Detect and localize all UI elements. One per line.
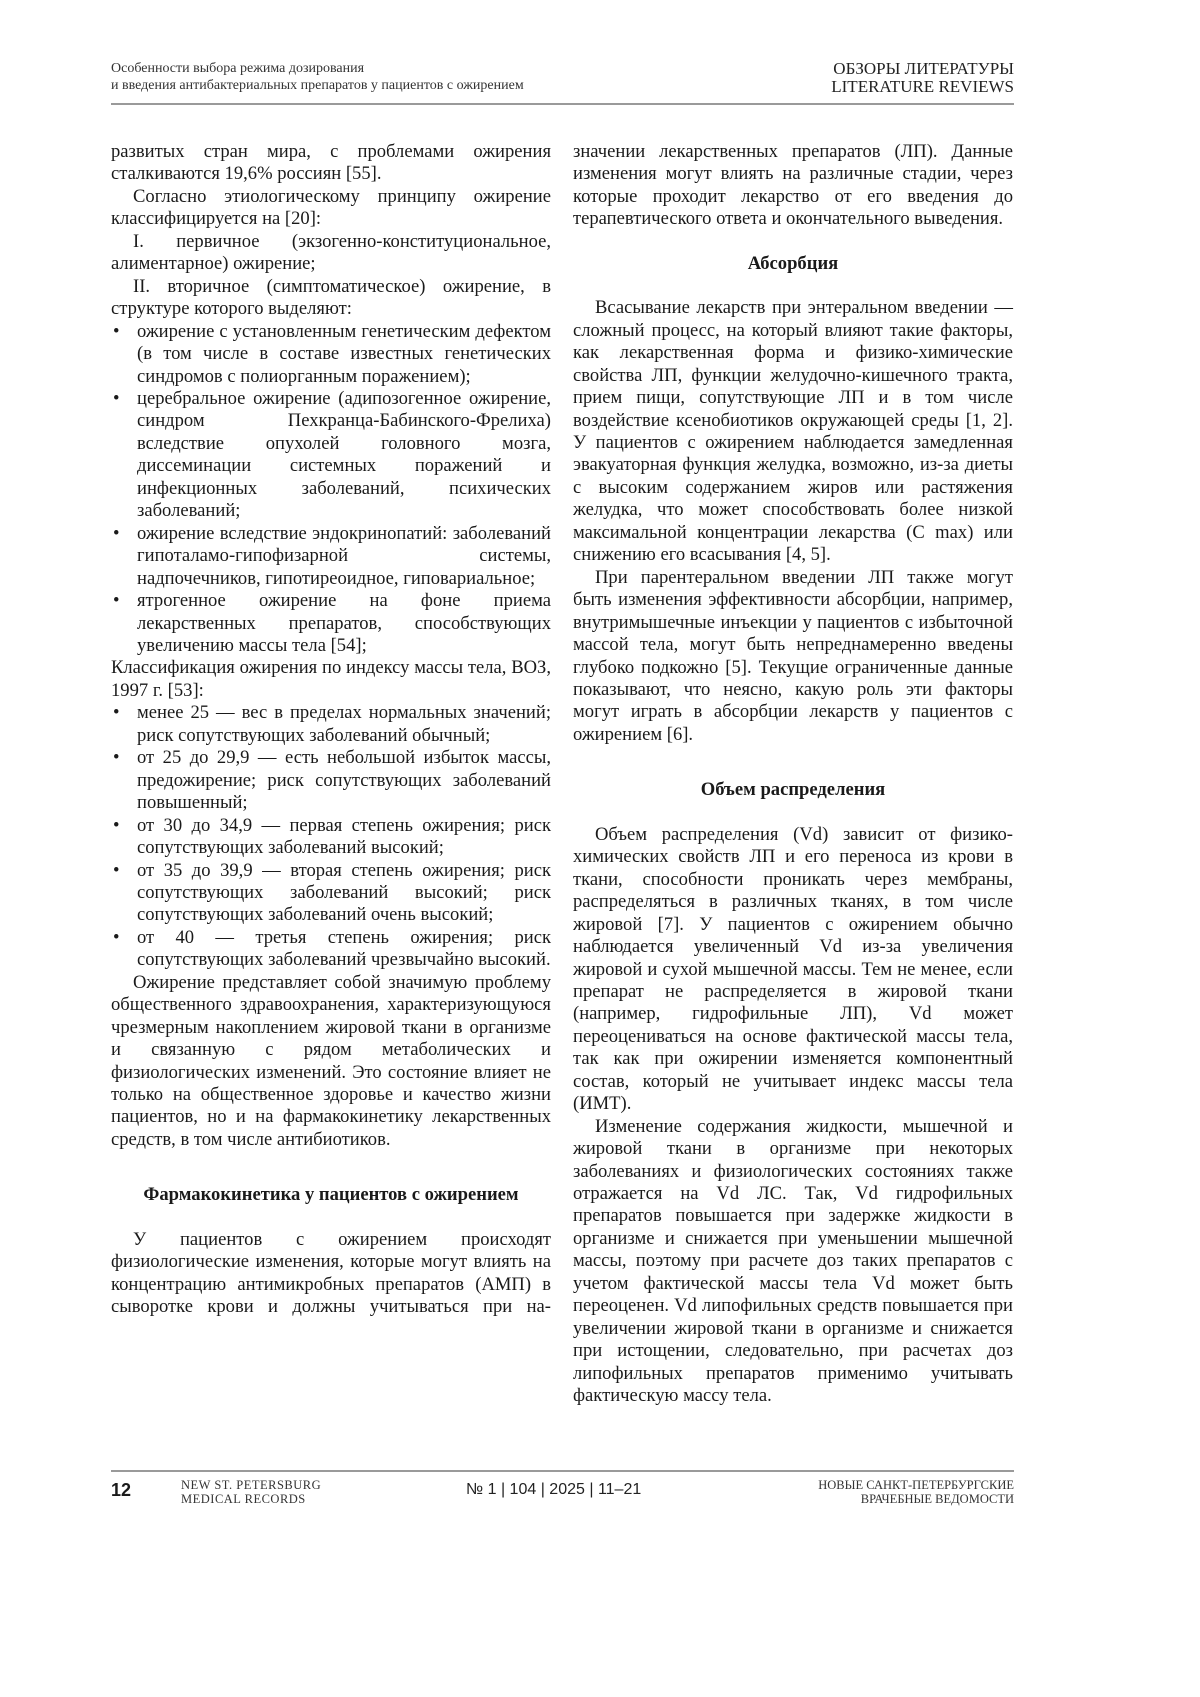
paragraph: II. вторичное (симптоматическое) ожирение, в структуре которого выделяют: [111, 276, 551, 321]
list-item-text: ятрогенное ожирение на фоне приема лекарственных препаратов, способствующих увеличению массы тела [54]; [137, 590, 551, 656]
list-item [111, 747, 551, 814]
list-item [111, 321, 551, 388]
list-item-text: ожирение вследствие эндокринопатий: заболеваний гипоталамо-гипофизарной системы, надпочечников, гипотиреоидное, гиповариальное; [137, 523, 551, 589]
bullet-icon: • [113, 927, 120, 949]
section-title-en: LITERATURE REVIEWS [831, 78, 1014, 96]
journal-name-en [181, 1478, 321, 1506]
list-item-text: от 25 до 29,9 — есть небольшой избыток массы, предожирение; риск сопутствующих заболеваний повышенный; [137, 747, 551, 813]
paragraph: У пациентов с ожирением происходят физиологические изменения, которые могут влиять на концентрацию антимикробных препаратов (АМП) в сыворотке крови и должны учитываться при на- [111, 1229, 551, 1319]
list-item [111, 388, 551, 523]
bullet-icon: • [113, 815, 120, 837]
journal-name-line: MEDICAL RECORDS [181, 1492, 321, 1506]
list-item [111, 927, 551, 972]
paragraph: Изменение содержания жидкости, мышечной и жировой ткани в организме при некоторых заболеваниях и физиологических состояниях также отражается на Vd ЛС. Так, Vd гидрофильных препаратов повышается при задержке жидкости в организме и снижается при уменьшении мышечной массы, поэтому при расчете доз таких препаратов с учетом фактической массы тела Vd может быть переоценен. Vd липофильных средств повышается при увеличении жировой ткани в организме и снижается при истощении, следовательно, при расчетах доз липофильных препаратов применимо учитывать фактическую массу тела. [573, 1116, 1013, 1408]
bullet-icon: • [113, 590, 120, 612]
section-heading: Объем распределения [573, 779, 1013, 801]
header-divider [111, 103, 1014, 105]
bullet-icon: • [113, 747, 120, 769]
bullet-icon: • [113, 702, 120, 724]
paragraph: Всасывание лекарств при энтеральном введении — сложный процесс, на который влияют такие факторы, как лекарственная форма и физико-химические свойства ЛП, функции желудочно-кишечного тракта, прием пищи, сопутствующие ЛП и в том числе воздействие ксенобиотиков окружающей среды [1, 2]. У пациентов с ожирением наблюдается замедленная эвакуаторная функция желудка, возможно, из-за диеты с высоким содержанием жиров или растяжения желудка, что может способствовать более низкой максимальной концентрации лекарства (C max) или снижению его всасывания [4, 5]. [573, 297, 1013, 566]
page-footer [111, 1478, 1014, 1512]
page-header [111, 60, 1014, 104]
paragraph: Классификация ожирения по индексу массы тела, ВОЗ, 1997 г. [53]: [111, 657, 551, 702]
right-column [573, 141, 1013, 1408]
paragraph: I. первичное (экзогенно-конституциональное, алиментарное) ожирение; [111, 231, 551, 276]
bullet-icon: • [113, 860, 120, 882]
journal-name-line: NEW ST. PETERSBURG [181, 1478, 321, 1492]
list-item-text: ожирение с установленным генетическим дефектом (в том числе в составе известных генетических синдромов с полиорганным поражением); [137, 321, 551, 387]
bullet-icon: • [113, 321, 120, 343]
bullet-icon: • [113, 523, 120, 545]
page-number: 12 [111, 1480, 131, 1501]
paragraph: значении лекарственных препаратов (ЛП). Данные изменения могут влиять на различные стадии, через которые проходит лекарство от его введения до терапевтического ответа и окончательного выведения. [573, 141, 1013, 231]
bullet-icon: • [113, 388, 120, 410]
list-item-text: от 30 до 34,9 — первая степень ожирения; риск сопутствующих заболеваний высокий; [137, 815, 551, 858]
paragraph: Ожирение представляет собой значимую проблему общественного здравоохранения, характеризующуюся чрезмерным накоплением жировой ткани в организме и связанную с рядом метаболических и физиологических изменений. Это состояние влияет не только на общественное здоровье и качество жизни пациентов, но и на фармакокинетику лекарственных средств, в том числе антибиотиков. [111, 972, 551, 1152]
list-item [111, 590, 551, 657]
journal-name-line: ВРАЧЕБНЫЕ ВЕДОМОСТИ [818, 1492, 1014, 1506]
list-item [111, 860, 551, 927]
list-item-text: от 35 до 39,9 — вторая степень ожирения; риск сопутствующих заболеваний высокий; риск сопутствующих заболеваний очень высокий; [137, 860, 551, 926]
running-title [111, 60, 524, 94]
journal-name-line: НОВЫЕ САНКТ-ПЕТЕРБУРГСКИЕ [818, 1478, 1014, 1492]
section-heading: Абсорбция [573, 253, 1013, 275]
list-item [111, 702, 551, 747]
left-column [111, 141, 551, 1319]
list-item [111, 815, 551, 860]
paragraph: Объем распределения (Vd) зависит от физико-химических свойств ЛП и его переноса из крови в ткани, способности проникать через мембраны, распределяться в различных тканях, в том числе жировой [7]. У пациентов с ожирением обычно наблюдается увеличенный Vd из-за увеличения жировой и сухой мышечной массы. Тем не менее, если препарат не распределяется в жировой ткани (например, гидрофильные ЛП), Vd может переоцениваться на основе фактической массы тела, так как при ожирении изменяется компонентный состав, который не учитывает индекс массы тела (ИМТ). [573, 824, 1013, 1116]
section-title-ru: ОБЗОРЫ ЛИТЕРАТУРЫ [831, 60, 1014, 78]
paragraph: При парентеральном введении ЛП также могут быть изменения эффективности абсорбции, например, внутримышечные инъекции у пациентов с избыточной массой тела, могут быть непреднамеренно введены глубоко подкожно [5]. Текущие ограниченные данные показывают, что неясно, какую роль эти факторы могут играть в абсорбции лекарств у пациентов с ожирением [6]. [573, 567, 1013, 747]
section-heading: Фармакокинетика у пациентов с ожирением [141, 1184, 521, 1206]
running-title-line: Особенности выбора режима дозирования [111, 60, 524, 77]
paragraph: развитых стран мира, с проблемами ожирения сталкиваются 19,6% россиян [55]. [111, 141, 551, 186]
journal-name-ru [818, 1478, 1014, 1506]
list-item-text: менее 25 — вес в пределах нормальных значений; риск сопутствующих заболеваний обычный; [137, 702, 551, 745]
bullet-list [111, 321, 551, 658]
issue-info: № 1 | 104 | 2025 | 11–21 [466, 1481, 641, 1499]
list-item-text: от 40 — третья степень ожирения; риск сопутствующих заболеваний чрезвычайно высокий. [137, 927, 551, 970]
section-title [831, 60, 1014, 96]
paragraph: Согласно этиологическому принципу ожирение классифицируется на [20]: [111, 186, 551, 231]
footer-divider [111, 1470, 1014, 1472]
list-item-text: церебральное ожирение (адипозогенное ожирение, синдром Пехкранца-Бабинского-Фрелиха) вследствие опухолей головного мозга, диссеминации системных поражений и инфекционных заболеваний, психических заболеваний; [137, 388, 551, 521]
list-item [111, 523, 551, 590]
bullet-list [111, 702, 551, 971]
running-title-line: и введения антибактериальных препаратов у пациентов с ожирением [111, 77, 524, 94]
